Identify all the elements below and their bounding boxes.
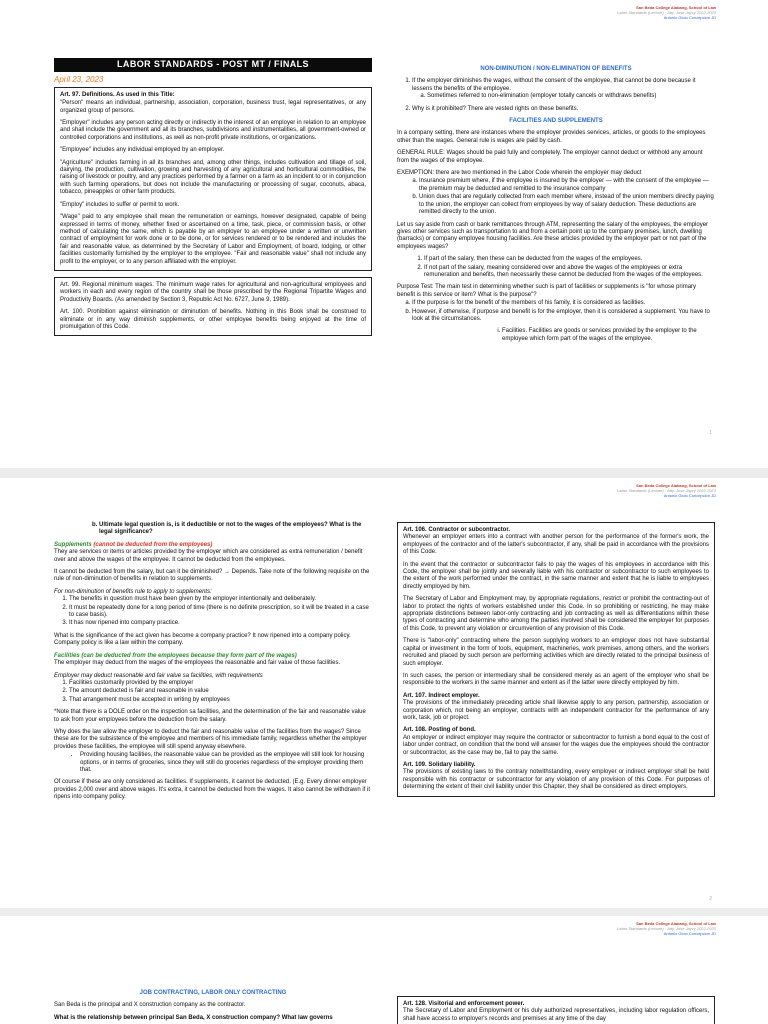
art97-heading: Art. 97. Definitions. As used in this Title: [60, 91, 175, 98]
art128-heading: Art. 128. Visitorial and enforcement power. [403, 1001, 525, 1007]
paragraph: An employer or indirect employer may require the contractor or subcontractor to furnish a bond equal to the cost of labor under contract, on condition that the bond will answer for the wages due the employees should the contractor or subcontractor, as the case may be, fail to pay the same. [403, 734, 709, 756]
list-item: 1. If part of the salary, then these can be deducted from the wages of the employees. [424, 256, 715, 263]
art106-heading: Art. 106. Contractor or subcontractor. [403, 527, 511, 533]
supplements-note: (cannot be deducted from the employees) [93, 541, 213, 548]
page-number: 2 [709, 896, 712, 902]
paragraph: The Secretary of Labor and Employment or his duly authorized representatives, including labor regulation officers, shall have access to employer's records and premises at any time of the day [403, 1008, 709, 1022]
header-author: Antonio Gloio Concepcion JD [663, 493, 716, 498]
paragraph: They are services or items or articles provided by the employer which are considered as extra remuneration / benefit over and above the wages of the employee. It cannot be deducted from the employees. [54, 549, 363, 563]
supplements-heading: Supplements [54, 541, 92, 548]
page-1 [0, 0, 768, 468]
paragraph: Employer may deduct reasonable and fair value sa facilities, with requirements [54, 672, 263, 679]
def-employer: "Employer" includes any person acting directly or indirectly in the interest of an employer in relation to an employee and shall include the government and all its branches, subdivisions and instrumentalities, all government-owned or controlled corporations and institutions, as well as non-profit private institutions, or organizations. [60, 120, 366, 141]
page1-left-column [54, 58, 372, 342]
art108-heading: Art. 108. Posting of bond. [403, 727, 476, 734]
header-school: San Beda College Alabang, School of Law [636, 5, 716, 10]
page3-right-column [397, 996, 715, 1024]
list-item: a. Insurance premium where, if the employee is insured by the employer — with the consent of the employee — the premium may be deducted and remitted to the insurance company [419, 178, 715, 193]
list-item: • Providing housing facilities, the reasonable value can be provided as the employee will still look for housing options, or in terms of groceries, since they will still do groceries regardless of the employer providing them that. [80, 752, 372, 774]
document-date: April 23, 2023 [54, 75, 104, 85]
paragraph: The employer may deduct from the wages of the employees the reasonable and fair value of those facilities. [54, 660, 341, 667]
def-agriculture: "Agriculture" includes farming in all its branches and, among other things, includes cultivation and tillage of soil, dairying, the production, cultivation, growing and harvesting of any agricultural and horticultural commodities, the raising of livestock or poultry, and any practices performed by a farmer on a farm as an incident to or in conjunction with such farming operations, but does not include the manufacturing or processing of sugar, coconuts, abaca, tobacco, pineapples or other farm products. [60, 159, 366, 196]
page-2 [0, 478, 768, 908]
header-subtitle: Labor Standards (Lecture) · Atty. Jose Jayvy 2022-2023 [617, 926, 716, 931]
art128-box [397, 996, 715, 1024]
list-item: 2. If not part of the salary, meaning considered over and above the wages of the employees or extra remuneration and benefits, then necessarily these cannot be deducted from the wages of the employees. [424, 265, 715, 280]
paragraph: The Secretary of Labor and Employment may, by appropriate regulations, restrict or prohibit the contracting-out of labor to protect the rights of workers established under this Code. In so prohibiting or restricting, he may make appropriate distinctions between labor-only contracting and job contracting as well as differentiations within these types of contracting and determine who among the parties involved shall be considered the employer for purposes of this Code, to prevent any violation or circumvention of any provision of this Code. [403, 596, 709, 632]
paragraph: What is the relationship between principal San Beda, X construction company? What law governs [54, 1014, 333, 1021]
page2-left-column [54, 522, 372, 807]
heading-facilities-supplements: FACILITIES AND SUPPLEMENTS [509, 118, 603, 125]
page-header [617, 5, 716, 20]
list-item: b. Ultimate legal question is, is it deductible or not to the wages of the employees? What is the legal significance? [99, 522, 372, 537]
art109-heading: Art. 109. Solidary liability. [403, 761, 476, 768]
paragraph: There is "labor-only" contracting where the person supplying workers to an employer does not have substantial capital or investment in the form of tools, equipment, machineries, work premises, among others, and the workers recruited and placed by such person are performing activities which are directly related to the principal business of such employer. [403, 638, 709, 667]
purpose-test: Purpose Test: The main test in determining whether such is part of facilities or supplements is "for whose primary benefit is this service or item? What is the purpose"? [397, 284, 697, 298]
def-wage: "Wage" paid to any employee shall mean the remuneration or earnings, however designated, capable of being expressed in terms of money, whether fixed or ascertained on a time, task, piece, or commission basis, or other method of calculating the same, which is payable by an employer to an employee under a written or unwritten contract of employment for work done or to be done, or for services rendered or to be rendered and includes the fair and reasonable value, as determined by the Secretary of Labor and Employment, of board, lodging, or other facilities customarily furnished by the employer to the employee. "Fair and reasonable value" shall not include any profit to the employer, or to any person affiliated with the employer. [60, 214, 366, 265]
heading-job-contracting: JOB CONTRACTING, LABOR ONLY CONTRACTING [139, 990, 287, 996]
art99-text: Art. 99. Regional minimum wages. The minimum wage rates for agricultural and non-agricultural employees and workers in each and every region of the country shall be those prescribed by the Regional Tripartite Wages and Productivity Boards. (As amended by Section 3, Republic Act No. 6727, June 9, 1989). [60, 281, 366, 303]
list-item: 3. It has now ripened into company practice. [69, 620, 372, 627]
def-person: "Person" means an individual, partnership, association, corporation, business trust, legal representatives, or any organized group of persons. [60, 100, 366, 114]
list-item: b. However, if otherwise, if purpose and benefit is for the employer, then it is considered a supplement. You have to look at the circumstances. [412, 309, 715, 324]
page2-right-column [397, 522, 715, 803]
page3-left-column [54, 986, 372, 1024]
paragraph: In such cases, the person or intermediary shall be considered merely as an agent of the employer who shall be responsible to the workers in the same manner and extent as if the latter were directly employed by him. [403, 672, 709, 687]
paragraph: It cannot be deducted from the salary, but can it be diminished? → Depends. Take note of the following requisite on the rule of non-diminution of benefits in relation to supplements. [54, 569, 370, 583]
paragraph: San Beda is the principal and X construction company as the contractor. [54, 1002, 246, 1009]
heading-non-diminution: NON-DIMINUTION / NON-ELIMINATION OF BENEFITS [480, 66, 632, 72]
facilities-heading: Facilities (can be deducted from the employees because they form part of the wages) [54, 652, 297, 659]
header-author: Antonio Gloio Concepcion JD [663, 15, 716, 20]
art106-109-box [397, 522, 715, 797]
paragraph: What is the significance of the act given has become a company practice? It now ripened into a company policy. Company policy is like a law within the company. [54, 632, 351, 647]
def-employee: "Employee" includes any individual employed by an employer. [60, 147, 225, 154]
list-item: 3. That arrangement must be accepted in writing by employees [69, 697, 372, 704]
general-rule: GENERAL RULE: Wages should be paid fully and completely. The employer cannot deduct or withhold any amount from the wages of the employee. [397, 150, 703, 164]
list-item: 1. The benefits in question must have been given by the employer intentionally and deliberately. [69, 596, 372, 603]
paragraph: Let us say aside from cash or bank remittances through ATM, representing the salary of the employees, the employer gives other services such as transportation to and from a certain point up to the company premises, lunch, dwelling (barracks) or company employee housing facilities. Are these articles provided by the employer part or not part of the employees wages? [397, 221, 709, 250]
list-item: 1. If the employer diminishes the wages, without the consent of the employee, that cannot be done because it lessens the benefits of the employee. a. Sometimes referred to non-elimination (employer totally cancels or withdraws benefits) [412, 78, 715, 100]
page1-right-column [397, 62, 715, 348]
page-number: 1 [709, 430, 712, 436]
paragraph: In the event that the contractor or subcontractor fails to pay the wages of his employees in accordance with this Code, the employer shall be jointly and severally liable with his contractor or subcontractor to such employees to the extent of the work performed under the contract, in the same manner and extent that he is liable to employees directly employed by him. [403, 561, 709, 590]
header-subtitle: Labor Standards (Lecture) · Atty. Jose Jayvy 2022-2023 [617, 488, 716, 493]
paragraph: The provisions of the immediately preceding article shall likewise apply to any person, partnership, association or corporation which, not being an employer, contracts with an independent contractor for the performance of any work, task, job or project. [403, 700, 709, 721]
page-header [617, 921, 716, 936]
document-title: LABOR STANDARDS - POST MT / FINALS [54, 58, 372, 72]
list-item: a. Sometimes referred to non-elimination (employer totally cancels or withdraws benefits) [427, 93, 715, 100]
paragraph: In a company setting, there are instances where the employer provides services, articles, or goods to the employees other than the wages. General rule is wages are paid by cash. [397, 130, 706, 144]
art99-100-box [54, 277, 372, 336]
art97-box [54, 87, 372, 271]
header-school: San Beda College Alabang, School of Law [636, 483, 716, 488]
header-author: Antonio Gloio Concepcion JD [663, 931, 716, 936]
note: *Note that there is a DOLE order on the inspection sa facilities, and the determination of the fair and reasonable value to ask from your employees before the deduction from the salary. [54, 709, 366, 723]
list-item: 2. Why is it prohibited? There are vested rights on these benefits. [412, 106, 715, 113]
paragraph: The provisions of existing laws to the contrary notwithstanding, every employer or indirect employer shall be held responsible with his contractor or subcontractor for any violation of any provision of this Code. For purposes of determining the extent of their civil liability under this Chapter, they shall be considered as direct employers. [403, 769, 709, 791]
list-item: 1. Facilities customarily provided by the employer [69, 680, 372, 687]
page-3 [0, 916, 768, 1024]
list-item: 2. The amount deducted is fair and reasonable in value [69, 688, 372, 695]
def-employ: "Employ" includes to suffer or permit to work. [60, 201, 180, 208]
header-school: San Beda College Alabang, School of Law [636, 921, 716, 926]
paragraph: Of course if these are only considered as facilities. If supplements, it cannot be deducted. (E.g. Every dinner employer provides 2,000 over and above wages. It's extra, it cannot be deducted from the wages. It also cannot be withdrawn if it ripens into company policy. [54, 779, 370, 801]
paragraph: Whenever an employer enters into a contract with another person for the performance of the former's work, the employees of the contractor and of the latter's subcontractor, if any, shall be paid in accordance with the provisions of this Code. [403, 534, 709, 556]
art107-heading: Art. 107. Indirect employer. [403, 692, 480, 699]
requisites-intro: For non-diminution of benefits rule to apply to supplements: [54, 588, 212, 595]
art100-text: Art. 100. Prohibition against elimination or diminution of benefits. Nothing in this Book shall be construed to eliminate or in any way diminish supplements, or other employee benefits being enjoyed at the time of promulgation of this Code. [60, 309, 366, 330]
page-header [617, 483, 716, 498]
exemption: EXEMPTION: there are two mentioned in the Labor Code wherein the employer may deduct [397, 170, 642, 177]
list-item: 2. It must be repeatedly done for a long period of time (there is no definite prescription, so it will be treated in a case to case basis). [69, 605, 372, 620]
list-item: i. Facilities. Facilities are goods or services provided by the employer to the employee which form part of the wages of the employee. [502, 328, 715, 343]
header-subtitle: Labor Standards (Lecture) · Atty. Jose Jayvy 2022-2023 [617, 10, 716, 15]
list-item: a. If the purpose is for the benefit of the members of his family, it is considered as facilities. [412, 300, 715, 307]
list-item: b. Union dues that are regularly collected from each member where, instead of the union members directly paying to the union, the employer can collect from employees by way of salary deduction. These deductions are remitted directly to the union. [419, 194, 715, 216]
paragraph: Why does the law allow the employer to deduct the fair and reasonable value of the facilities from the wages? Since these are for the subsistence of the employee and members of his immediate family, regardless whether the employer provides these facilities, the employee will still spend anyway elsewhere. [54, 728, 367, 750]
